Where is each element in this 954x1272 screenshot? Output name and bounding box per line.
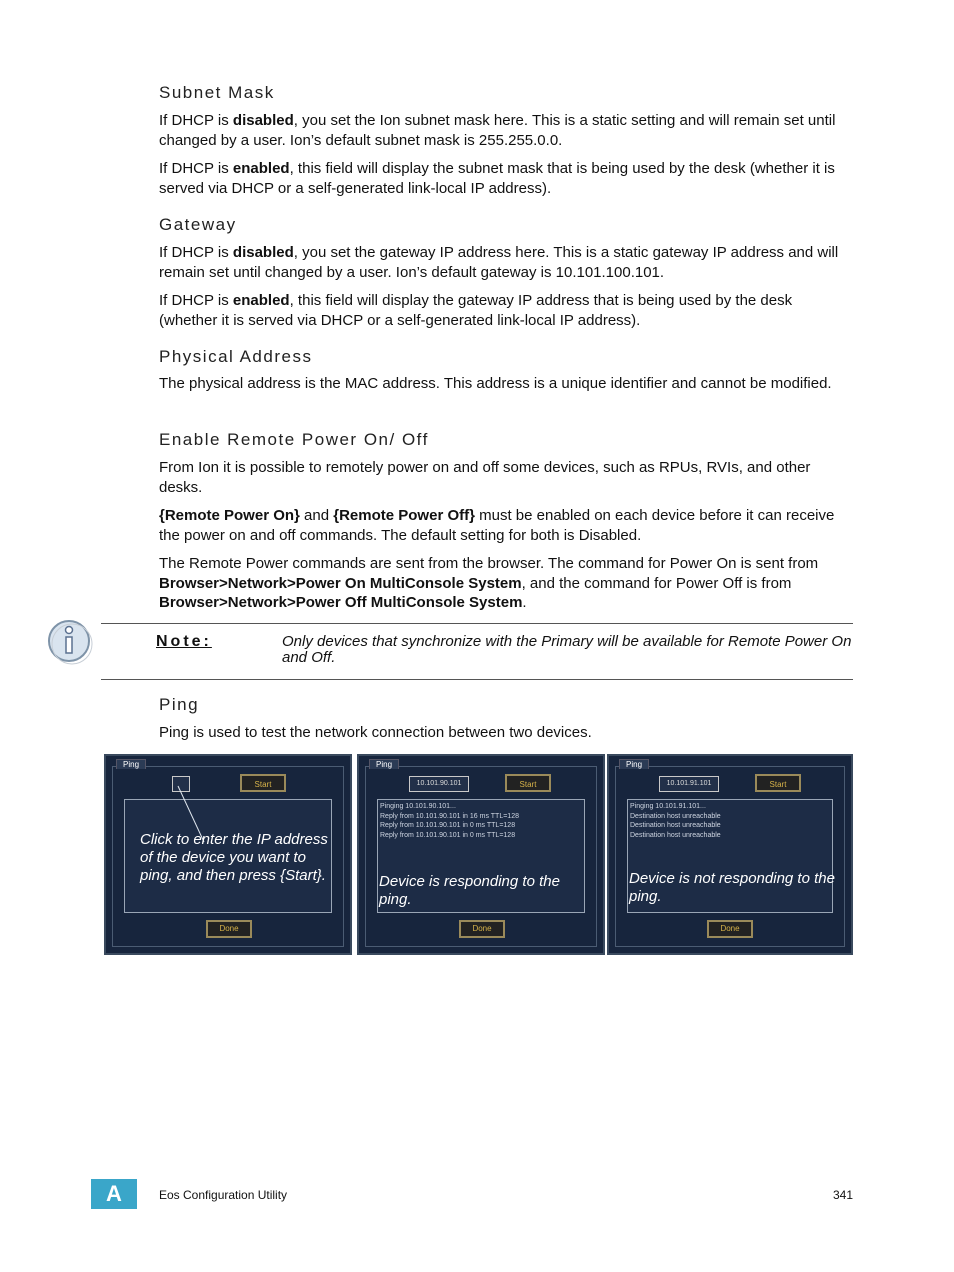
panel-caption: Click to enter the IP address of the device you want to ping, and then press {Start}.: [140, 831, 328, 884]
note-top-rule: [101, 623, 853, 624]
gateway-paragraph-2: If DHCP is enabled, this field will display the gateway IP address that is being used by the desk (whether it is served via DHCP or a self-generated link-local IP address).: [159, 292, 793, 329]
footer-title: Eos Configuration Utility: [159, 1188, 288, 1202]
panel-caption: Device is responding to the ping.: [379, 873, 560, 908]
done-button[interactable]: Done: [206, 920, 252, 938]
ping-screenshot-not-responding: [607, 754, 853, 955]
ip-address-input[interactable]: 10.101.91.101: [659, 776, 719, 792]
note-bottom-rule: [101, 679, 853, 680]
remote-paragraph-2: {Remote Power On} and {Remote Power Off} must be enabled on each device before it can receive the power on and off commands. The default setting for both is Disabled.: [159, 507, 835, 544]
info-icon: [47, 619, 93, 665]
ip-address-input[interactable]: 10.101.90.101: [409, 776, 469, 792]
done-button[interactable]: Done: [459, 920, 505, 938]
gateway-paragraph-1: If DHCP is disabled, you set the gateway IP address here. This is a static gateway IP address and will remain set until changed by a user. Ion’s default gateway is 10.101.100.101.: [159, 244, 839, 281]
note-label: Note:: [156, 633, 212, 650]
ping-screenshot-responding: [357, 754, 605, 955]
remote-paragraph-3: The Remote Power commands are sent from the browser. The command for Power On is sent from Browser>Network>Power On MultiConsole System, and the command for Power Off is from Browser>Network>Power Off MultiConsole System.: [159, 555, 819, 611]
heading-physical-address: Physical Address: [159, 347, 313, 366]
panel-tab: Ping: [116, 759, 146, 769]
panel-tab: Ping: [619, 759, 649, 769]
ping-screenshot-empty: [104, 754, 352, 955]
physical-paragraph: The physical address is the MAC address. This address is a unique identifier and cannot be modified.: [159, 375, 832, 392]
page-number: 341: [832, 1188, 853, 1202]
panel-caption: Device is not responding to the ping.: [629, 870, 835, 905]
done-button[interactable]: Done: [707, 920, 753, 938]
note-text: Only devices that synchronize with the Primary will be available for Remote Power On and Off.: [282, 633, 852, 666]
ping-paragraph: Ping is used to test the network connection between two devices.: [159, 724, 592, 741]
remote-paragraph-1: From Ion it is possible to remotely power on and off some devices, such as RPUs, RVIs, and other desks.: [159, 459, 811, 496]
panel-tab: Ping: [369, 759, 399, 769]
start-button[interactable]: Start: [755, 774, 801, 792]
subnet-paragraph-2: If DHCP is enabled, this field will display the subnet mask that is being used by the desk (whether it is served via DHCP or a self-generated link-local IP address).: [159, 160, 835, 197]
appendix-tab: A: [91, 1179, 137, 1209]
start-button[interactable]: Start: [505, 774, 551, 792]
heading-subnet-mask: Subnet Mask: [159, 83, 275, 102]
subnet-paragraph-1: If DHCP is disabled, you set the Ion subnet mask here. This is a static setting and will remain set until changed by a user. Ion’s default subnet mask is 255.255.0.0.: [159, 112, 836, 149]
start-button[interactable]: Start: [240, 774, 286, 792]
ping-output-lines: Pinging 10.101.91.101... Destination host unreachable Destination host unreachable Destination host unreachable: [630, 803, 721, 839]
heading-gateway: Gateway: [159, 215, 237, 234]
heading-remote-power: Enable Remote Power On/ Off: [159, 430, 429, 449]
ping-output-lines: Pinging 10.101.90.101... Reply from 10.101.90.101 in 16 ms TTL=128 Reply from 10.101.90.101 in 0 ms TTL=128 Reply from 10.101.90.101 in 0 ms TTL=128: [380, 803, 519, 839]
heading-ping: Ping: [159, 695, 200, 714]
